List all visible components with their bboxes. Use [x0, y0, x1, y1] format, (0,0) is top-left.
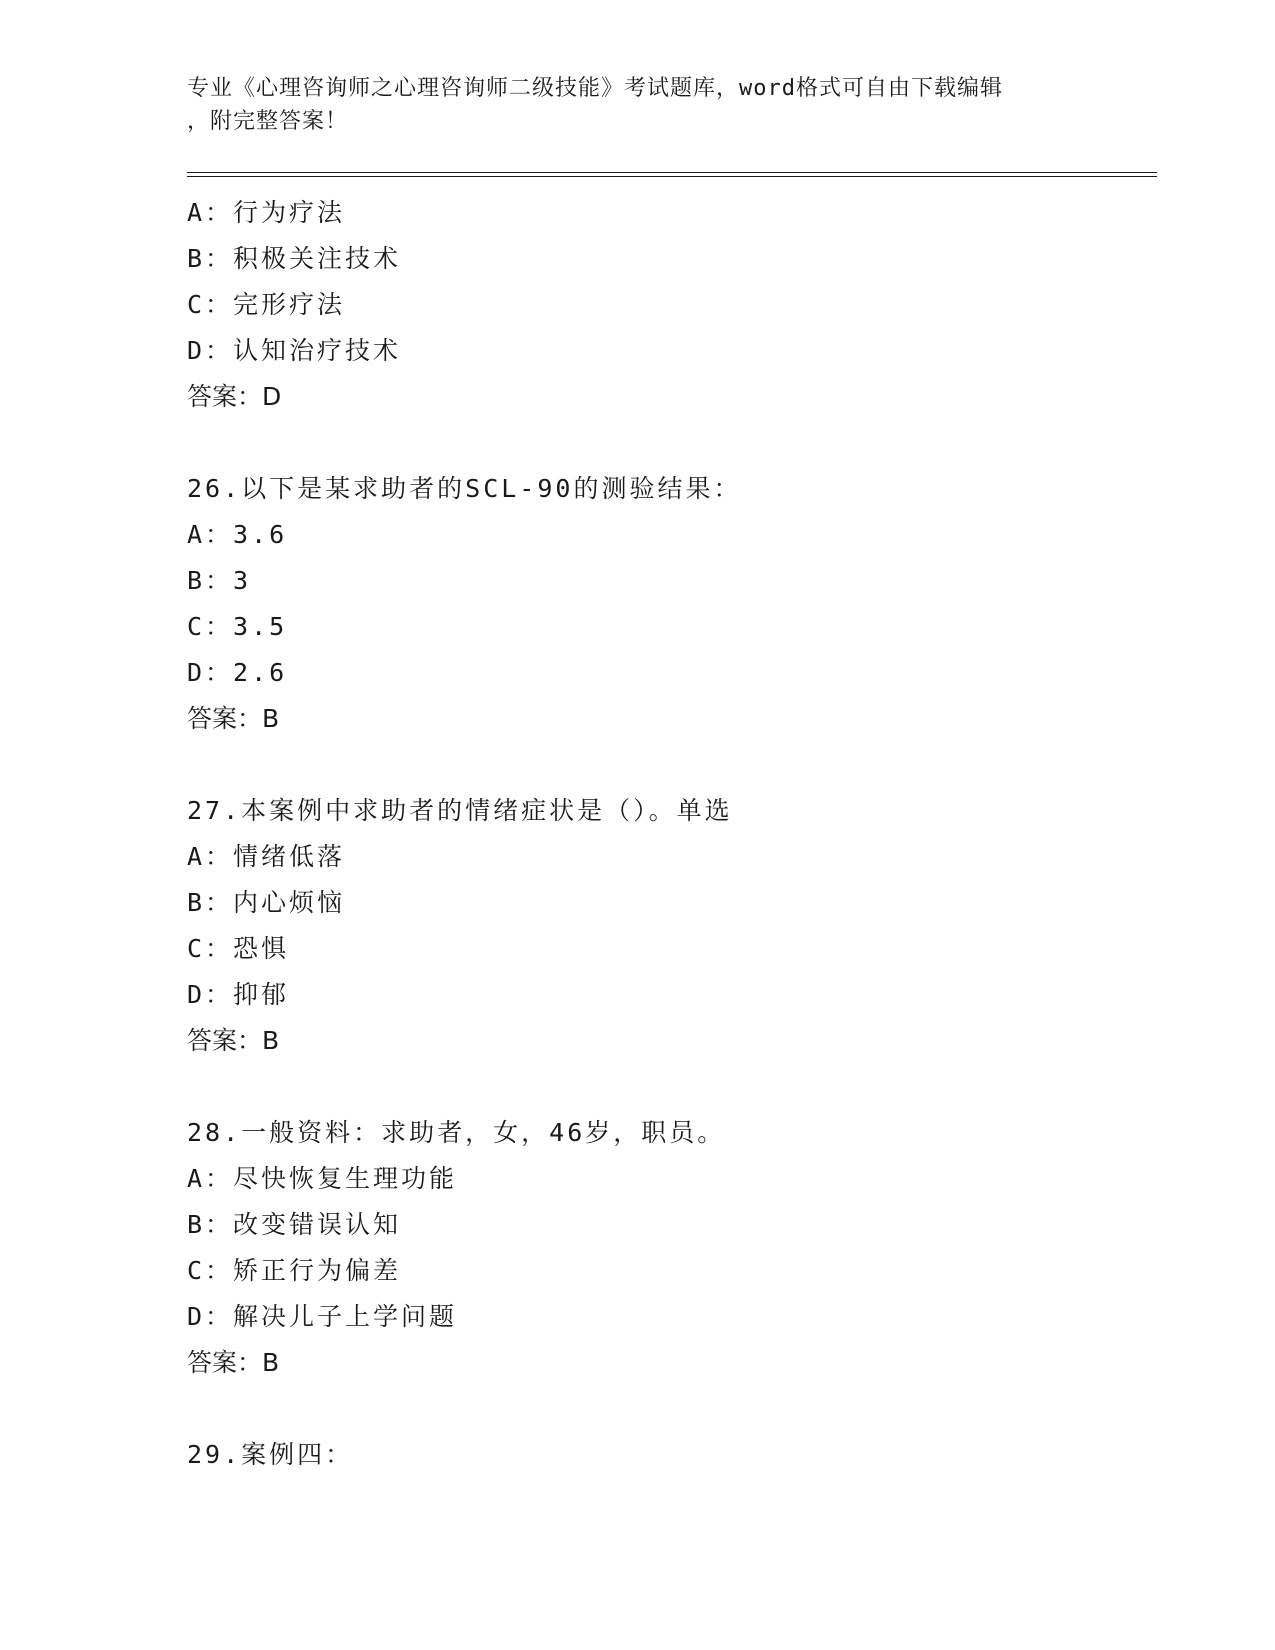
question-block-28 — [187, 1110, 1147, 1386]
question-stem: 29.案例四： — [187, 1440, 354, 1469]
option-a: A：3.6 — [187, 520, 288, 549]
question-block-26 — [187, 466, 1147, 742]
question-stem: 28.一般资料：求助者，女，46岁，职员。 — [187, 1118, 726, 1147]
option-c: C：矫正行为偏差 — [187, 1256, 402, 1285]
option-b: B：内心烦恼 — [187, 888, 346, 917]
option-a: A：行为疗法 — [187, 198, 346, 227]
option-d: D：认知治疗技术 — [187, 336, 402, 365]
question-stem: 26.以下是某求助者的SCL-90的测验结果： — [187, 474, 742, 503]
answer-text: 答案：B — [187, 1348, 280, 1377]
answer-text: 答案：D — [187, 382, 282, 411]
answer-text: 答案：B — [187, 704, 280, 733]
option-d: D：解决儿子上学问题 — [187, 1302, 458, 1331]
question-block-27 — [187, 788, 1147, 1064]
option-c: C：完形疗法 — [187, 290, 346, 319]
header-line-2: ，附完整答案！ — [187, 109, 349, 134]
option-d: D：抑郁 — [187, 980, 290, 1009]
option-b: B：3 — [187, 566, 252, 595]
option-d: D：2.6 — [187, 658, 288, 687]
header-line-1: 专业《心理咨询师之心理咨询师二级技能》考试题库，word格式可自由下载编辑 — [187, 76, 1003, 101]
option-c: C：恐惧 — [187, 934, 290, 963]
answer-text: 答案：B — [187, 1026, 280, 1055]
header-rule-top — [187, 172, 1157, 173]
option-b: B：改变错误认知 — [187, 1210, 402, 1239]
question-block-25 — [187, 190, 1147, 420]
option-a: A：尽快恢复生理功能 — [187, 1164, 458, 1193]
question-list — [187, 190, 1147, 1478]
header-rule-bottom — [187, 176, 1157, 177]
question-block-29 — [187, 1432, 1147, 1478]
option-a: A：情绪低落 — [187, 842, 346, 871]
document-header — [187, 72, 1087, 138]
question-stem: 27.本案例中求助者的情绪症状是（）。单选 — [187, 796, 733, 825]
option-b: B：积极关注技术 — [187, 244, 402, 273]
option-c: C：3.5 — [187, 612, 288, 641]
